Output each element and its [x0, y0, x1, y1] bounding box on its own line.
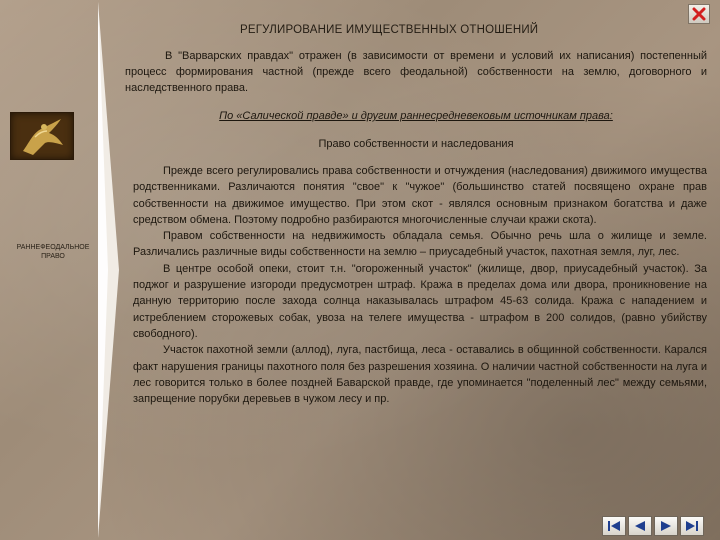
navigation-bar: [602, 516, 704, 536]
paragraph: Правом собственности на недвижимость обладала семья. Обычно речь шла о жилище и земле. Различались различные виды собственности на землю – приусадебный участок, пахотная земля, луг, лес.: [133, 230, 707, 259]
paragraph: В центре особой опеки, стоит т.н. "огороженный участок" (жилище, двор, приусадебный участок). За поджог и разрушение изгороди предусмотрен штраф. Кража в пределах дома или двора, проникновение на данную территорию после захода солнца наказывалась штрафом 45-63 солида. Кража с нападением и истреблением сторожевых собак, увоза на телеге имущества - штрафом в 200 солидов, (равно убийству свободного).: [133, 262, 707, 340]
first-page-button[interactable]: [602, 516, 626, 536]
first-page-icon: [606, 519, 622, 533]
last-page-icon: [684, 519, 700, 533]
sources-subheading: По «Салической правде» и другим раннесредневековым источникам права:: [219, 110, 613, 122]
paragraph: Прежде всего регулировались права собственности и отчуждения (наследования) движимого имущества родственниками. Различаются понятия "свое" к "чужое" (большинство статей посвящено охране прав собственности на движимое имущество. При этом скот - являлся основным признаком богатства и даже средством обмена. Поэтому подробно разбираются многочисленные случаи кражи скота).: [133, 165, 707, 226]
sidebar-wedge: [0, 0, 120, 540]
close-button[interactable]: [688, 4, 710, 24]
paragraph: Участок пахотной земли (аллод), луга, пастбища, леса - оставались в общинной собственности. Карался факт нарушения границы пахотного поля без разрешения хозяина. О наличии частной собственности на луга и лес говорится только в более поздней Баварской правде, где упоминается "поделенный лес" между семьями, запрещение порубки деревьев в чужом лесу и пр.: [133, 344, 707, 406]
prev-page-button[interactable]: [628, 516, 652, 536]
sculpture-logo-icon: [10, 112, 74, 160]
next-page-button[interactable]: [654, 516, 678, 536]
body-text: [133, 163, 707, 407]
page-title: РЕГУЛИРОВАНИЕ ИМУЩЕСТВЕННЫХ ОТНОШЕНИЙ: [240, 24, 539, 36]
sidebar-label: РАННЕФЕОДАЛЬНОЕ ПРАВО: [16, 244, 90, 260]
last-page-button[interactable]: [680, 516, 704, 536]
intro-paragraph: В "Варварских правдах" отражен (в зависимости от времени и условий их написания) постепенный процесс формирования частной (прежде всего феодальной) собственности на землю, договорного и наследственного права.: [125, 50, 707, 94]
close-x-icon: [692, 7, 706, 21]
prev-page-icon: [632, 519, 648, 533]
next-page-icon: [658, 519, 674, 533]
section-title: Право собственности и наследования: [318, 138, 514, 150]
